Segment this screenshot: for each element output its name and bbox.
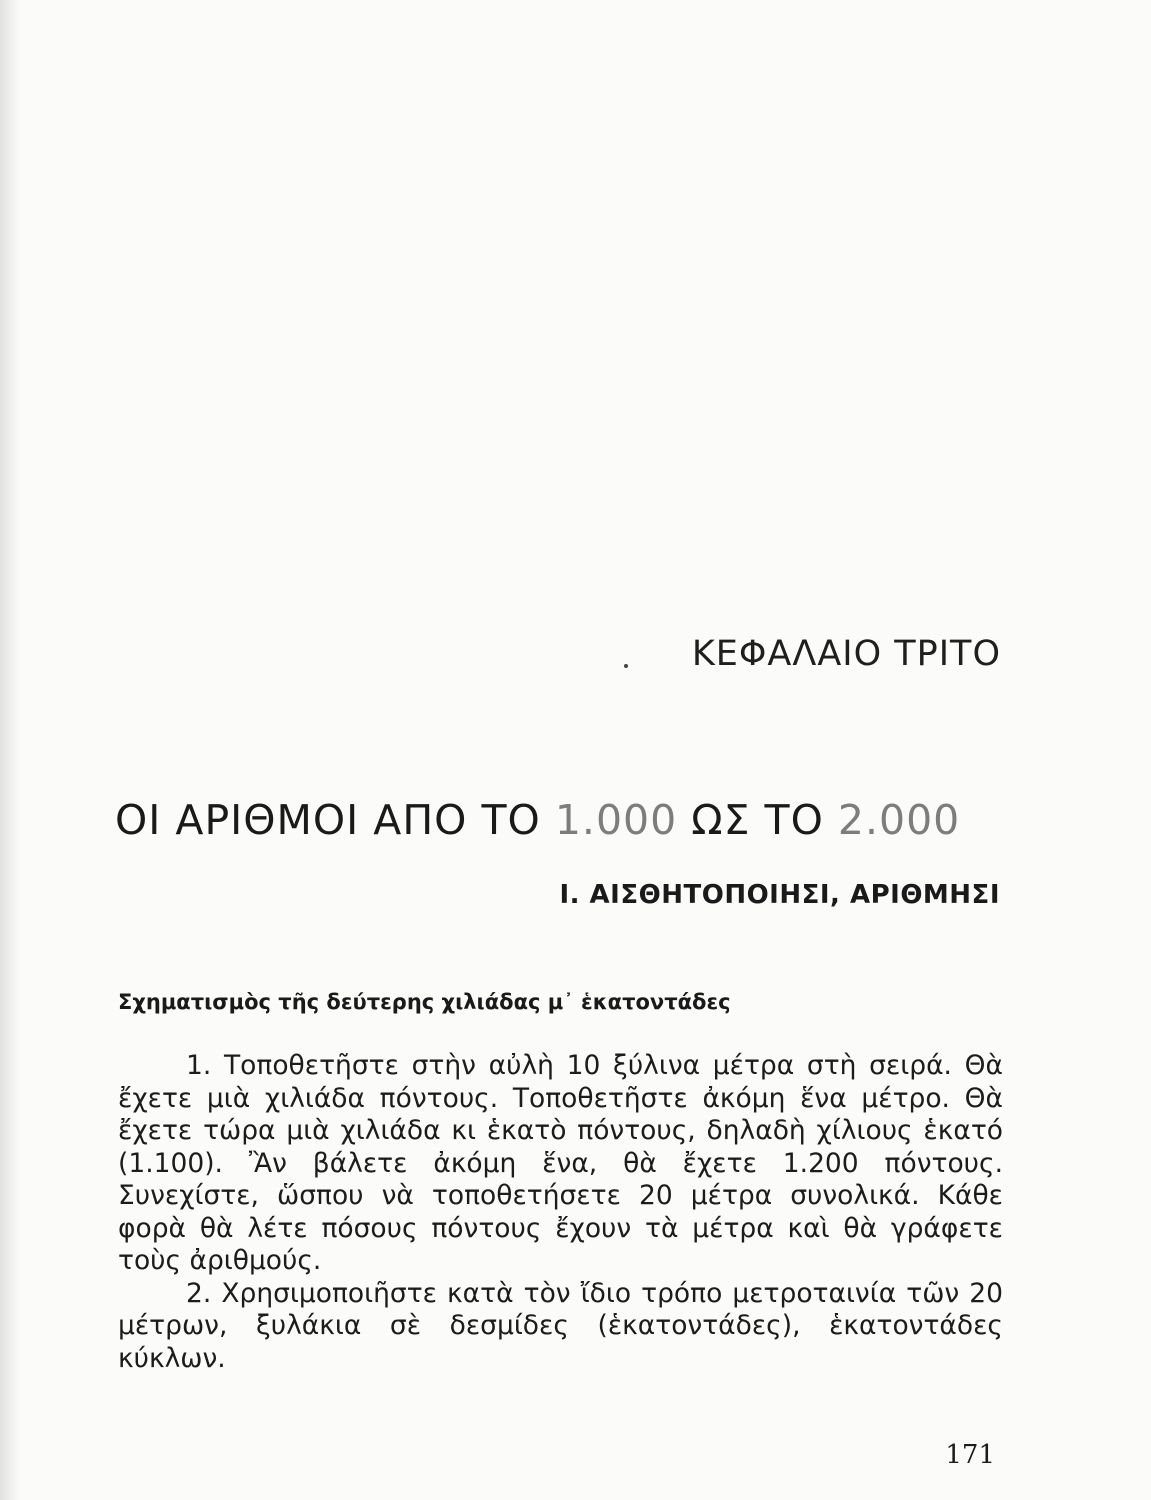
page-gutter-shadow	[0, 0, 20, 1500]
chapter-label: ΚΕΦΑΛΑΙΟ ΤΡΙΤΟ	[691, 634, 1001, 674]
chapter-title-part2: ΩΣ ΤΟ	[677, 796, 838, 844]
chapter-title-part1: ΟΙ ΑΡΙΘΜΟΙ ΑΠΟ ΤΟ	[115, 796, 555, 844]
body-text	[118, 1050, 1003, 1375]
chapter-title-number-start: 1.000	[554, 796, 678, 844]
chapter-title-number-end: 2.000	[837, 796, 961, 844]
paragraph-1: 1. Τοποθετῆστε στὴν αὐλὴ 10 ξύλινα μέτρα στὴ σειρά. Θὰ ἔχετε μιὰ χιλιάδα πόντους. Τοποθετῆστε ἀκόμη ἕνα μέτρο. Θὰ ἔχετε τώρα μιὰ χιλιάδα κι ἑκατὸ πόντους, δηλαδὴ χίλιους ἑκατό (1.100). Ἂν βάλετε ἀκόμη ἕνα, θὰ ἔχετε 1.200 πόντους. Συνεχίστε, ὥσπου νὰ τοποθετήσετε 20 μέτρα συνολικά. Κάθε φορὰ θὰ λέτε πόσους πόντους ἔχουν τὰ μέτρα καὶ θὰ γράφετε τοὺς ἀριθμούς.	[118, 1050, 1003, 1276]
chapter-title	[115, 796, 960, 844]
section-heading: Ι. ΑΙΣΘΗΤΟΠΟΙΗΣΙ, ΑΡΙΘΜΗΣΙ	[559, 880, 1000, 910]
paragraph-2: 2. Χρησιμοποιῆστε κατὰ τὸν ἴδιο τρόπο μετροταινία τῶν 20 μέτρων, ξυλάκια σὲ δεσμίδες (ἑκατοντάδες), ἑκατοντάδες κύκλων.	[118, 1277, 1003, 1374]
bleed-through-texture	[110, 100, 1010, 131]
print-speck	[624, 664, 628, 668]
subsection-heading: Σχηματισμὸς τῆς δεύτερης χιλιάδας μ᾽ ἑκατοντάδες	[118, 990, 731, 1014]
page-number: 171	[945, 1440, 995, 1470]
